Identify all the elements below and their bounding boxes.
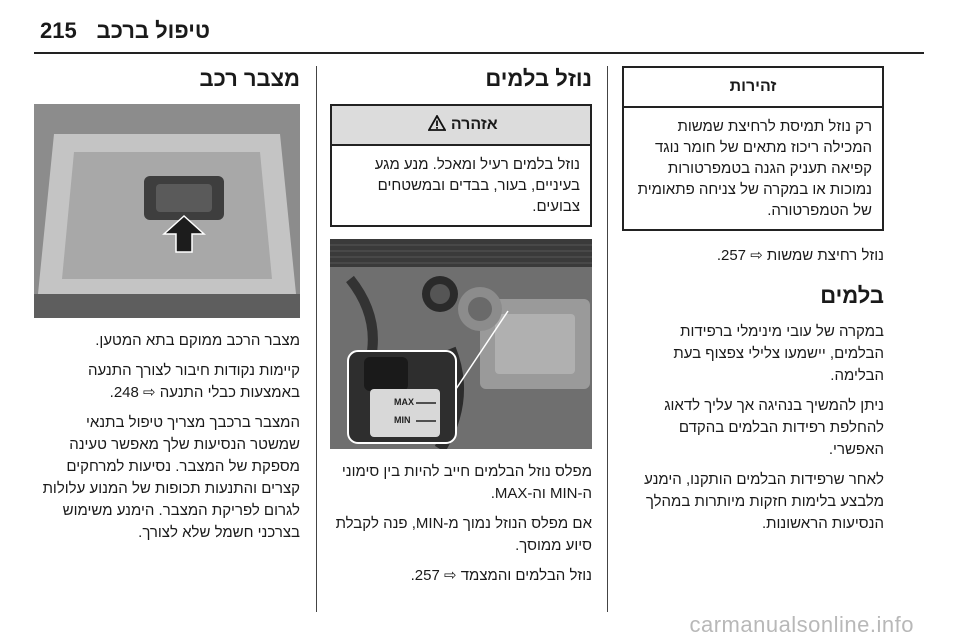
washer-fluid-reference: נוזל רחיצת שמשות ⇨ 257. (716, 247, 884, 264)
warning-box-body: נוזל בלמים רעיל ומאכל. מנע מגע בעיניים, בעור, בבדים ובמשטחים צבועים. (374, 156, 580, 215)
brake-fluid-paragraph-2: אם מפלס הנוזל נמוך מ-MIN, פנה לקבלת סיוע ממוסך. (335, 515, 592, 554)
right-column (622, 66, 884, 543)
brake-fluid-title: נוזל בלמים (485, 66, 592, 91)
warning-box (330, 104, 592, 227)
column-divider-1 (316, 66, 317, 612)
left-column (34, 66, 300, 552)
brake-fluid-reservoir-image (330, 239, 592, 449)
min-mark-label: MIN (394, 415, 411, 425)
page-number: 215 (40, 18, 77, 43)
brake-fluid-paragraph-1: מפלס נוזל הבלמים חייב להיות בין סימוני ה-MIN וה-MAX. (341, 463, 592, 502)
brakes-title: בלמים (820, 283, 884, 308)
watermark: carmanualsonline.info (689, 612, 914, 637)
warning-triangle-icon (428, 115, 446, 131)
caution-box-body: רק נוזל תמיסת לרחיצת שמשות המכילה ריכוז מתאים של חומר נוגד קפיאה תעניק הגנה בטמפרטורות נמוכות או במקרה של צניחה פתאומית של הטמפרטורה. (637, 118, 872, 219)
section-title: טיפול ברכב (96, 18, 210, 43)
brake-fluid-reference: נוזל הבלמים והמצמד ⇨ 257. (410, 567, 592, 584)
middle-column (330, 66, 592, 595)
warning-box-header (332, 106, 590, 146)
column-divider-2 (607, 66, 608, 612)
brakes-paragraph-1: במקרה של עובי מינימלי ברפידות הבלמים, יישמעו צלילי צפצוף בעת הבלימה. (673, 323, 884, 384)
header-rule (34, 52, 924, 54)
battery-paragraph-2: קיימות נקודות חיבור לצורך התנעה באמצעות כבלי התנעה ⇨ 248. (87, 362, 300, 401)
brakes-paragraph-2: ניתן להמשיך בנהיגה אך עליך לדאוג להחלפת רפידות הבלמים בהקדם האפשרי. (664, 397, 884, 458)
battery-title: מצבר רכב (199, 66, 300, 91)
battery-paragraph-1: מצבר הרכב ממוקם בתא המטען. (95, 332, 300, 349)
max-mark-label: MAX (394, 397, 414, 407)
caution-box-title: זהירות (624, 68, 882, 108)
battery-paragraph-3: המצבר ברכבך מצריך טיפול בתנאי שמשטר הנסיעות שלך מאפשר טעינה מספקת של המצבר. נסיעות למרחקים קצרים והתנעות תכופות של המנוע עלולות לגרום לפריקת המצבר. הימנע משימוש בצרכני חשמל שלא לצורך. (42, 414, 300, 541)
caution-box (622, 66, 884, 231)
battery-location-image (34, 104, 300, 318)
warning-box-title: אזהרה (450, 116, 498, 133)
brakes-paragraph-3: לאחר שרפידות הבלמים הותקנו, הימנע מלבצע בלימות חזקות מיותרות במהלך הנסיעות הראשונות. (644, 471, 884, 532)
